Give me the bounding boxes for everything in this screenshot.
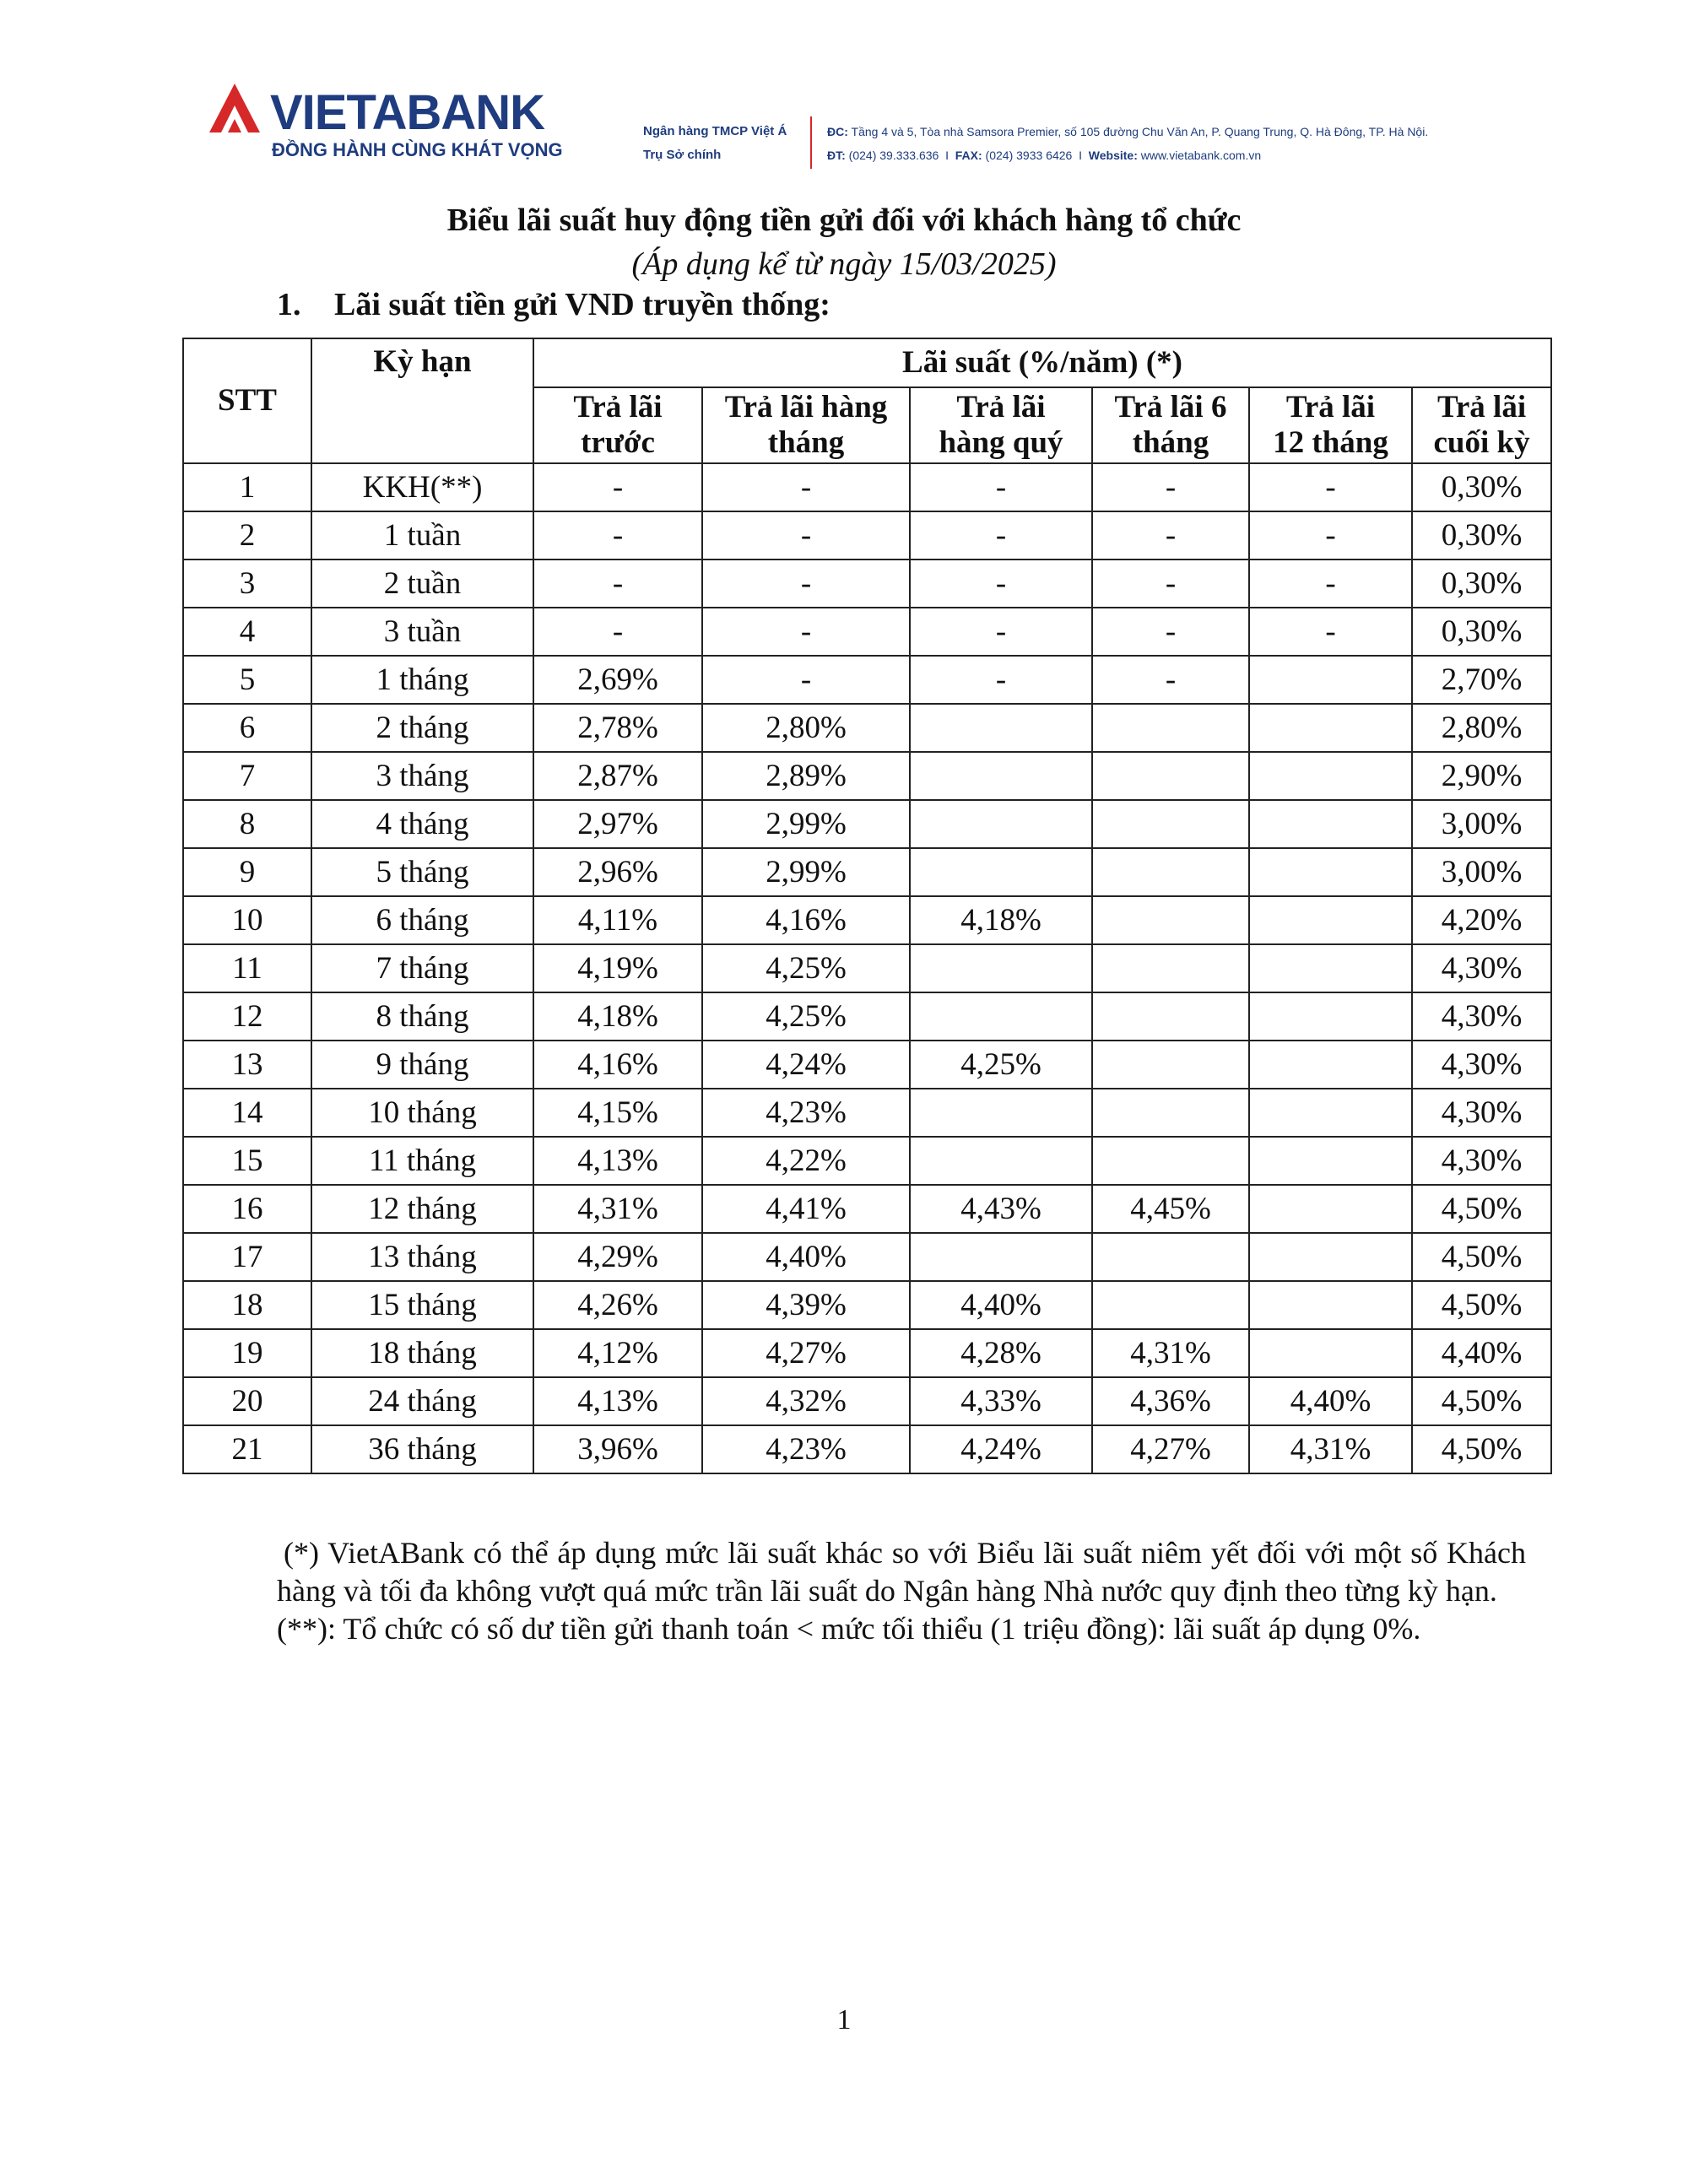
- subheader-line: tháng: [1132, 425, 1209, 460]
- term-cell: 1 tuần: [311, 511, 533, 560]
- rate-cell: 4,31%: [1092, 1329, 1249, 1377]
- contact-line: [827, 143, 1428, 167]
- subheader-line: Trả lãi: [956, 390, 1046, 424]
- rate-cell: -: [1092, 656, 1249, 704]
- rate-cell: 4,23%: [702, 1089, 910, 1137]
- rate-cell: 4,50%: [1412, 1233, 1551, 1281]
- rate-cell: [1092, 992, 1249, 1041]
- rate-cell: 2,70%: [1412, 656, 1551, 704]
- office-label: Trụ Sở chính: [643, 148, 722, 162]
- table-row: [183, 1281, 1551, 1329]
- rate-cell: [1249, 752, 1412, 800]
- rate-cell: 4,27%: [1092, 1425, 1249, 1473]
- rate-cell: 4,15%: [533, 1089, 702, 1137]
- table-row: [183, 944, 1551, 992]
- phone-text: (024) 39.333.636: [848, 149, 939, 162]
- rate-cell: [1249, 704, 1412, 752]
- table-row: [183, 1233, 1551, 1281]
- rate-cell: 4,31%: [1249, 1425, 1412, 1473]
- stt-cell: 6: [183, 704, 311, 752]
- rate-cell: [1249, 944, 1412, 992]
- rate-cell: [1249, 896, 1412, 944]
- rate-cell: 4,25%: [910, 1041, 1092, 1089]
- rate-cell: 4,16%: [533, 1041, 702, 1089]
- subheader-line: trước: [581, 425, 655, 460]
- rate-cell: 2,87%: [533, 752, 702, 800]
- rate-cell: [1092, 1281, 1249, 1329]
- subheader-line: Trả lãi hàng: [724, 390, 888, 424]
- rate-cell: 2,90%: [1412, 752, 1551, 800]
- rate-cell: [910, 1089, 1092, 1137]
- table-row: [183, 511, 1551, 560]
- rate-cell: 4,20%: [1412, 896, 1551, 944]
- subheader-cell: [910, 387, 1092, 463]
- subheader-cell: [702, 387, 910, 463]
- separator: I: [1079, 149, 1082, 162]
- rate-cell: [910, 848, 1092, 896]
- footnote-1: (*) VietABank có thể áp dụng mức lãi suất khác so với Biểu lãi suất niêm yết đối với một số Khách hàng và tối đa không vượt quá mức trần lãi suất do Ngân hàng Nhà nước quy định theo từng kỳ hạn.: [277, 1536, 1526, 1608]
- stt-cell: 1: [183, 463, 311, 511]
- rate-cell: 0,30%: [1412, 463, 1551, 511]
- term-cell: 2 tháng: [311, 704, 533, 752]
- stt-cell: 7: [183, 752, 311, 800]
- subheader-line: cuối kỳ: [1433, 425, 1530, 460]
- rate-cell: 4,31%: [533, 1185, 702, 1233]
- stt-cell: 17: [183, 1233, 311, 1281]
- rate-cell: [1092, 848, 1249, 896]
- vietabank-logo-mark-icon: [203, 80, 270, 139]
- stt-cell: 8: [183, 800, 311, 848]
- rate-cell: -: [1092, 511, 1249, 560]
- rate-cell: -: [702, 560, 910, 608]
- rate-cell: 3,96%: [533, 1425, 702, 1473]
- rate-cell: [1092, 1041, 1249, 1089]
- rate-cell: [1249, 1233, 1412, 1281]
- rate-cell: [1249, 1281, 1412, 1329]
- section-heading: [277, 285, 830, 324]
- subheader-cell: [1092, 387, 1249, 463]
- rate-cell: 4,25%: [702, 992, 910, 1041]
- rate-cell: 4,30%: [1412, 944, 1551, 992]
- rate-cell: -: [533, 463, 702, 511]
- term-cell: 7 tháng: [311, 944, 533, 992]
- stt-cell: 18: [183, 1281, 311, 1329]
- term-cell: 11 tháng: [311, 1137, 533, 1185]
- table-row: [183, 992, 1551, 1041]
- rate-cell: [1092, 1089, 1249, 1137]
- rate-cell: -: [910, 656, 1092, 704]
- rate-cell: 4,30%: [1412, 992, 1551, 1041]
- rate-cell: 4,50%: [1412, 1425, 1551, 1473]
- rate-cell: 4,25%: [702, 944, 910, 992]
- term-cell: KKH(**): [311, 463, 533, 511]
- table-row: [183, 463, 1551, 511]
- rate-cell: -: [1092, 608, 1249, 656]
- stt-cell: 21: [183, 1425, 311, 1473]
- rate-cell: 4,18%: [910, 896, 1092, 944]
- table-row: [183, 1425, 1551, 1473]
- table-row: [183, 1041, 1551, 1089]
- rate-cell: 4,50%: [1412, 1377, 1551, 1425]
- stt-cell: 13: [183, 1041, 311, 1089]
- separator: I: [945, 149, 949, 162]
- stt-cell: 10: [183, 896, 311, 944]
- rate-cell: 4,16%: [702, 896, 910, 944]
- subheader-cell: [533, 387, 702, 463]
- rate-cell: -: [1249, 560, 1412, 608]
- document-subtitle: (Áp dụng kể từ ngày 15/03/2025): [631, 246, 1057, 282]
- rate-cell: [1249, 1089, 1412, 1137]
- footnote-2: (**): Tổ chức có số dư tiền gửi thanh toán < mức tối thiểu (1 triệu đồng): lãi suất áp dụng 0%.: [277, 1612, 1421, 1646]
- term-cell: 8 tháng: [311, 992, 533, 1041]
- stt-cell: 11: [183, 944, 311, 992]
- section-number: 1.: [277, 287, 301, 322]
- address-line: [827, 120, 1428, 143]
- term-cell: 1 tháng: [311, 656, 533, 704]
- rate-cell: 4,24%: [702, 1041, 910, 1089]
- rate-cell: [1092, 896, 1249, 944]
- rate-cell: 4,45%: [1092, 1185, 1249, 1233]
- rate-cell: 2,89%: [702, 752, 910, 800]
- term-cell: 36 tháng: [311, 1425, 533, 1473]
- rate-cell: 4,40%: [702, 1233, 910, 1281]
- rate-cell: 4,18%: [533, 992, 702, 1041]
- rate-rows: [183, 463, 1551, 1473]
- stt-cell: 9: [183, 848, 311, 896]
- rate-cell: 4,40%: [910, 1281, 1092, 1329]
- footnotes: [277, 1534, 1526, 1648]
- rate-cell: 4,29%: [533, 1233, 702, 1281]
- bank-full-name: Ngân hàng TMCP Việt Á: [643, 124, 787, 138]
- subheader-cell: [1249, 387, 1412, 463]
- subheader-cell: [1412, 387, 1551, 463]
- section-title: Lãi suất tiền gửi VND truyền thống:: [334, 287, 830, 322]
- term-cell: 2 tuần: [311, 560, 533, 608]
- page-number: 1: [836, 2004, 852, 2035]
- term-cell: 18 tháng: [311, 1329, 533, 1377]
- rate-cell: [910, 992, 1092, 1041]
- stt-cell: 3: [183, 560, 311, 608]
- rate-cell: -: [702, 511, 910, 560]
- subheader-line: 12 tháng: [1273, 425, 1388, 460]
- rate-cell: -: [910, 560, 1092, 608]
- rate-cell: -: [1092, 463, 1249, 511]
- rate-cell: 0,30%: [1412, 511, 1551, 560]
- rate-cell: 4,11%: [533, 896, 702, 944]
- rate-cell: [1092, 704, 1249, 752]
- rate-cell: -: [910, 608, 1092, 656]
- rate-cell: 0,30%: [1412, 608, 1551, 656]
- stt-cell: 19: [183, 1329, 311, 1377]
- rate-cell: 4,40%: [1412, 1329, 1551, 1377]
- term-cell: 5 tháng: [311, 848, 533, 896]
- table-row: [183, 608, 1551, 656]
- vietabank-logo: [203, 80, 563, 173]
- rate-cell: 0,30%: [1412, 560, 1551, 608]
- stt-cell: 15: [183, 1137, 311, 1185]
- rate-cell: -: [533, 560, 702, 608]
- table-row: [183, 896, 1551, 944]
- rate-cell: 4,22%: [702, 1137, 910, 1185]
- table-row: [183, 560, 1551, 608]
- rate-cell: 4,12%: [533, 1329, 702, 1377]
- stt-cell: 2: [183, 511, 311, 560]
- rate-cell: [1249, 1329, 1412, 1377]
- address-label: ĐC:: [827, 125, 848, 138]
- stt-cell: 16: [183, 1185, 311, 1233]
- term-cell: 3 tuần: [311, 608, 533, 656]
- stt-cell: 5: [183, 656, 311, 704]
- fax-label: FAX:: [955, 149, 982, 162]
- rate-cell: [1092, 944, 1249, 992]
- brand-name: VIETABANK: [270, 85, 545, 140]
- rate-cell: 4,50%: [1412, 1281, 1551, 1329]
- contact-info: [827, 120, 1428, 167]
- rate-cell: [1249, 992, 1412, 1041]
- rate-cell: 4,50%: [1412, 1185, 1551, 1233]
- rate-cell: -: [702, 656, 910, 704]
- rate-cell: 2,99%: [702, 800, 910, 848]
- rate-cell: [1249, 1185, 1412, 1233]
- website-label: Website:: [1088, 149, 1138, 162]
- rate-cell: 2,78%: [533, 704, 702, 752]
- rate-cell: 4,30%: [1412, 1137, 1551, 1185]
- rate-cell: 4,30%: [1412, 1089, 1551, 1137]
- rate-cell: 2,69%: [533, 656, 702, 704]
- rate-cell: 4,32%: [702, 1377, 910, 1425]
- rate-cell: 3,00%: [1412, 848, 1551, 896]
- rate-cell: 4,39%: [702, 1281, 910, 1329]
- stt-cell: 20: [183, 1377, 311, 1425]
- rate-cell: [1249, 1137, 1412, 1185]
- rate-cell: 4,26%: [533, 1281, 702, 1329]
- rate-cell: 4,13%: [533, 1377, 702, 1425]
- phone-label: ĐT:: [827, 149, 846, 162]
- rate-cell: 4,43%: [910, 1185, 1092, 1233]
- stt-cell: 14: [183, 1089, 311, 1137]
- rate-cell: 4,23%: [702, 1425, 910, 1473]
- subheader-line: hàng quý: [939, 425, 1063, 460]
- subheader-line: Trả lãi: [1436, 390, 1527, 424]
- rate-cell: -: [1092, 560, 1249, 608]
- website-link[interactable]: www.vietabank.com.vn: [1140, 149, 1262, 162]
- rate-cell: 2,80%: [1412, 704, 1551, 752]
- term-cell: 24 tháng: [311, 1377, 533, 1425]
- rate-cell: -: [910, 463, 1092, 511]
- header-term: Kỳ hạn: [311, 338, 533, 463]
- rate-cell: -: [1249, 463, 1412, 511]
- subheader-line: tháng: [767, 425, 845, 460]
- term-cell: 6 tháng: [311, 896, 533, 944]
- header-rate-group: Lãi suất (%/năm) (*): [533, 338, 1551, 387]
- table-row: [183, 752, 1551, 800]
- rate-cell: 4,36%: [1092, 1377, 1249, 1425]
- rate-cell: [910, 944, 1092, 992]
- rate-cell: [910, 704, 1092, 752]
- rate-cell: -: [533, 608, 702, 656]
- term-cell: 13 tháng: [311, 1233, 533, 1281]
- rate-cell: 2,96%: [533, 848, 702, 896]
- rate-cell: -: [1249, 608, 1412, 656]
- rate-cell: [910, 1233, 1092, 1281]
- rate-cell: -: [702, 608, 910, 656]
- rate-cell: -: [702, 463, 910, 511]
- fax-text: (024) 3933 6426: [985, 149, 1073, 162]
- table-row: [183, 656, 1551, 704]
- rate-cell: 4,27%: [702, 1329, 910, 1377]
- term-cell: 4 tháng: [311, 800, 533, 848]
- rate-cell: -: [910, 511, 1092, 560]
- rate-cell: 4,40%: [1249, 1377, 1412, 1425]
- address-text: Tầng 4 và 5, Tòa nhà Samsora Premier, số 105 đường Chu Văn An, P. Quang Trung, Q. Hà Đông, TP. Hà Nội.: [851, 125, 1429, 138]
- rate-cell: 2,80%: [702, 704, 910, 752]
- header-stt: STT: [183, 338, 311, 463]
- rate-cell: [910, 1137, 1092, 1185]
- rate-cell: -: [533, 511, 702, 560]
- rate-cell: [1092, 752, 1249, 800]
- subheader-line: Trả lãi: [1285, 390, 1376, 424]
- rate-cell: 4,24%: [910, 1425, 1092, 1473]
- table-row: [183, 1185, 1551, 1233]
- rate-cell: [1092, 1137, 1249, 1185]
- document-title: Biểu lãi suất huy động tiền gửi đối với khách hàng tổ chức: [446, 203, 1242, 238]
- interest-rate-table: [182, 338, 1552, 1474]
- rate-cell: 2,97%: [533, 800, 702, 848]
- rate-cell: [1249, 656, 1412, 704]
- rate-cell: [1249, 800, 1412, 848]
- subheader-line: Trả lãi 6: [1114, 390, 1227, 424]
- rate-cell: 4,13%: [533, 1137, 702, 1185]
- rate-cell: 4,30%: [1412, 1041, 1551, 1089]
- subheader-line: Trả lãi: [573, 390, 663, 424]
- rate-cell: [1249, 848, 1412, 896]
- table-row: [183, 800, 1551, 848]
- term-cell: 9 tháng: [311, 1041, 533, 1089]
- table-row: [183, 1137, 1551, 1185]
- rate-cell: 3,00%: [1412, 800, 1551, 848]
- rate-cell: 4,28%: [910, 1329, 1092, 1377]
- rate-cell: [1092, 800, 1249, 848]
- rate-cell: [910, 752, 1092, 800]
- stt-cell: 12: [183, 992, 311, 1041]
- table-row: [183, 1377, 1551, 1425]
- brand-slogan: ĐỒNG HÀNH CÙNG KHÁT VỌNG: [272, 139, 563, 160]
- table-row: [183, 1089, 1551, 1137]
- header-divider: [810, 116, 812, 169]
- rate-cell: [910, 800, 1092, 848]
- term-cell: 12 tháng: [311, 1185, 533, 1233]
- rate-cell: [1092, 1233, 1249, 1281]
- term-cell: 3 tháng: [311, 752, 533, 800]
- rate-cell: 4,41%: [702, 1185, 910, 1233]
- term-cell: 15 tháng: [311, 1281, 533, 1329]
- rate-cell: [1249, 1041, 1412, 1089]
- rate-cell: -: [1249, 511, 1412, 560]
- table-row: [183, 848, 1551, 896]
- rate-cell: 4,33%: [910, 1377, 1092, 1425]
- table-row: [183, 704, 1551, 752]
- table-row: [183, 1329, 1551, 1377]
- stt-cell: 4: [183, 608, 311, 656]
- rate-cell: 4,19%: [533, 944, 702, 992]
- rate-cell: 2,99%: [702, 848, 910, 896]
- term-cell: 10 tháng: [311, 1089, 533, 1137]
- bank-info: [643, 120, 787, 167]
